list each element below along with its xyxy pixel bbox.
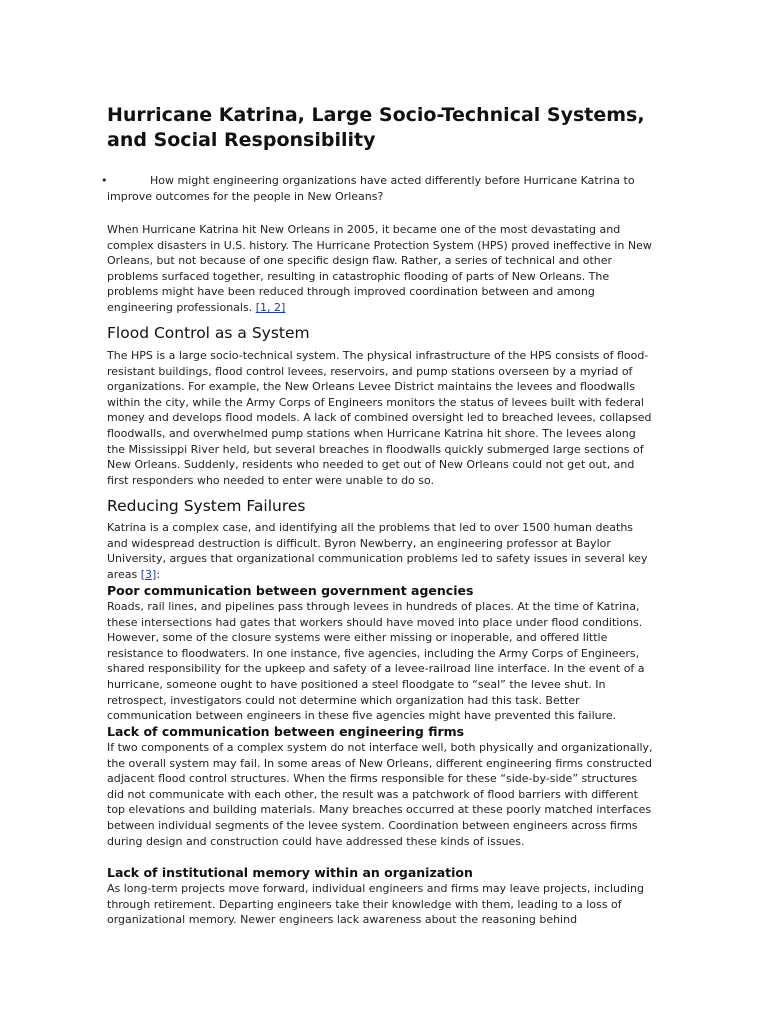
paragraph-engineering-firms: If two components of a complex system do not interface well, both physically and organizationally, the overall system may fail. In some areas of New Orleans, different engineering firms constructed adjacent flood control structures. When the firms responsible for these “side-by-side” structures did not communicate with each other, the result was a patchwork of flood barriers with different top elevations and building materials. Many breaches occurred at these poorly matched interfaces between individual segments of the levee system. Coordination between engineers across firms during design and construction could have addressed these kinds of issues.	[107, 741, 653, 848]
section-paragraph-reducing-failures	[107, 520, 655, 582]
subheading-government-agencies: Poor communication between government agencies	[107, 583, 474, 598]
section-heading-reducing-failures: Reducing System Failures	[107, 497, 306, 515]
subheading-engineering-firms: Lack of communication between engineering firms	[107, 724, 465, 739]
question-text: How might engineering organizations have acted differently before Hurricane Katrina to improve outcomes for the people in New Orleans?	[107, 174, 635, 203]
paragraph-institutional-memory: As long-term projects move forward, individual engineers and firms may leave projects, including through retirement. Departing engineers take their knowledge with them, leading to a loss of organizational memory. Newer engineers lack awareness about the reasoning behind	[107, 882, 644, 927]
section-paragraph-flood-control: The HPS is a large socio-technical system. The physical infrastructure of the HPS consists of flood-resistant buildings, flood control levees, reservoirs, and pump stations overseen by a myriad of organizations. For example, the New Orleans Levee District maintains the levees and floodwalls within the city, while the Army Corps of Engineers monitors the status of levees built with federal money and develops flood models. A lack of combined oversight led to breached levees, collapsed floodwalls, and overwhelmed pump stations when Hurricane Katrina hit shore. The levees along the Mississippi River held, but several breaches in floodwalls quickly submerged large sections of New Orleans. Suddenly, residents who needed to get out of New Orleans could not get out, and first responders who needed to enter were unable to do so.	[107, 349, 652, 487]
intro-paragraph	[107, 222, 655, 316]
article-title: Hurricane Katrina, Large Socio-Technical Systems, and Social Responsibility	[107, 104, 645, 151]
reducing-failures-text: Katrina is a complex case, and identifying all the problems that led to over 1500 human deaths and widespread destruction is difficult. Byron Newberry, an engineering professor at Baylor University, argues that organizational communication problems led to safety issues in several key areas	[107, 521, 648, 581]
reducing-failures-colon: :	[156, 567, 161, 581]
subheading-institutional-memory: Lack of institutional memory within an organization	[107, 865, 473, 880]
paragraph-government-agencies: Roads, rail lines, and pipelines pass through levees in hundreds of places. At the time of Katrina, these intersections had gates that workers should have moved into place under flood conditions. However, some of the closure systems were either missing or inoperable, and offered little resistance to floodwaters. In one instance, five agencies, including the Army Corps of Engineers, shared responsibility for the upkeep and safety of a levee-railroad line interface. In the event of a hurricane, someone ought to have positioned a steel floodgate to “seal” the levee shut. In retrospect, investigators could not determine which organization had this task. Better communication between engineers in these five agencies might have prevented this failure.	[107, 600, 645, 723]
bullet-marker: •	[101, 174, 108, 187]
intro-reference-link[interactable]: [1, 2]	[255, 300, 286, 314]
intro-text: When Hurricane Katrina hit New Orleans in 2005, it became one of the most devastating and complex disasters in U.S. history. The Hurricane Protection System (HPS) proved ineffective in New Orleans, but not because of one specific design flaw. Rather, a series of technical and other problems surfaced together, resulting in catastrophic flooding of parts of New Orleans. The problems might have been reduced through improved coordination between and among engineering professionals.	[107, 223, 652, 314]
reducing-failures-reference-link[interactable]: [3]	[140, 567, 157, 581]
section-heading-flood-control: Flood Control as a System	[107, 324, 310, 342]
bullet-question	[101, 173, 667, 205]
